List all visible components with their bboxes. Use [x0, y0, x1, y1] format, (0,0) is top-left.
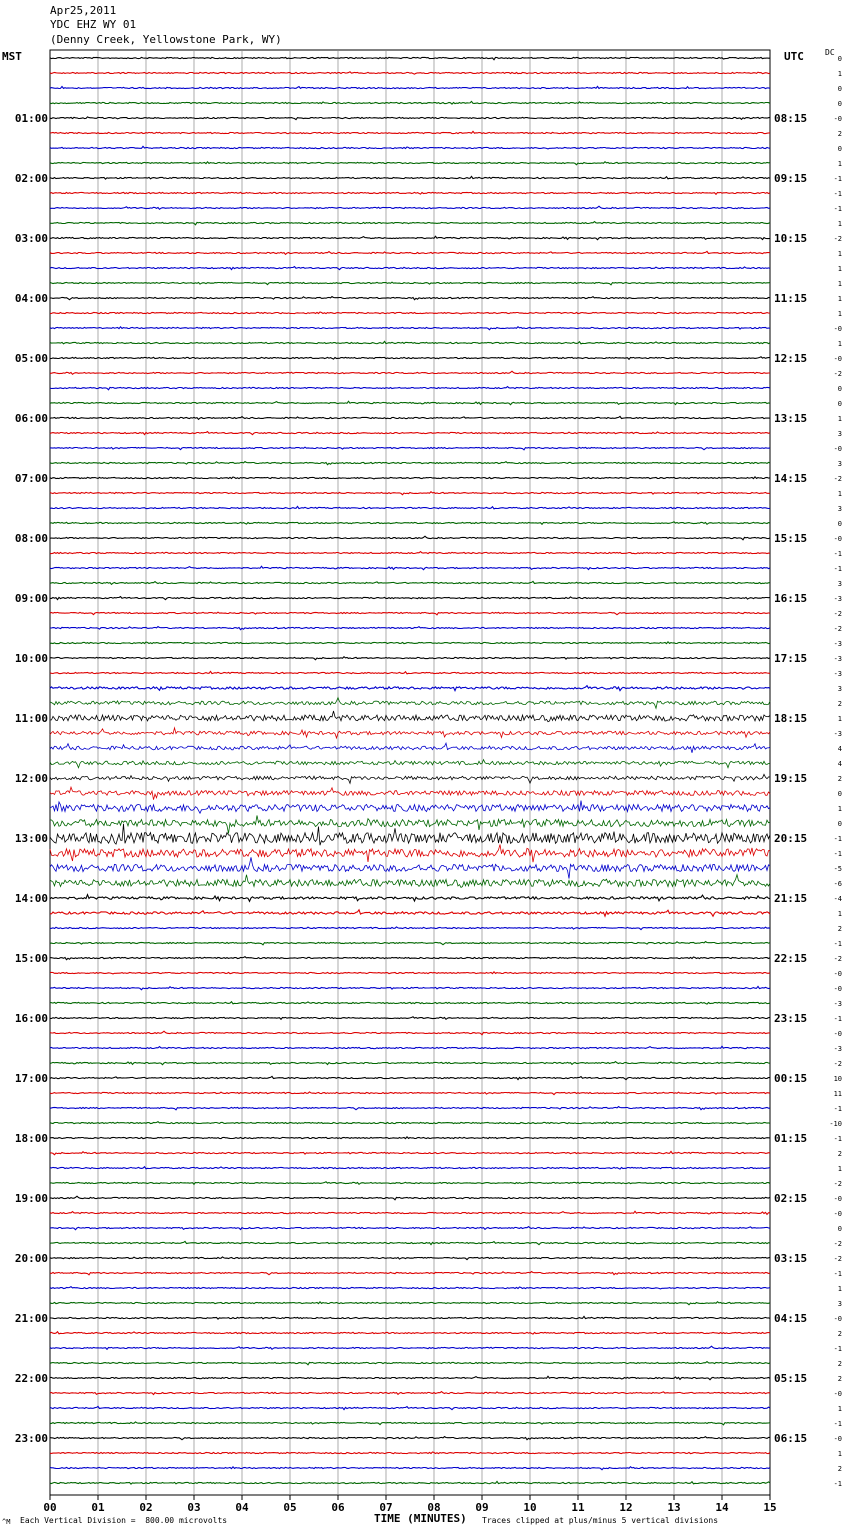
mst-hour-label: 20:00: [14, 1252, 48, 1265]
dc-offset-label: -0: [833, 445, 842, 453]
utc-hour-label: 01:15: [774, 1132, 808, 1145]
dc-offset-label: 2: [837, 130, 842, 138]
dc-offset-label: -10: [829, 1120, 842, 1128]
dc-offset-label: 2: [837, 700, 842, 708]
dc-offset-label: -0: [833, 985, 842, 993]
seismic-trace: [50, 1167, 770, 1169]
x-tick-label: 00: [43, 1501, 57, 1514]
x-tick-label: 11: [571, 1501, 585, 1514]
seismic-trace: [50, 522, 770, 525]
seismic-trace: [50, 206, 770, 209]
utc-hour-label: 17:15: [774, 652, 808, 665]
seismic-trace: [50, 1257, 770, 1260]
seismic-trace: [50, 131, 770, 133]
seismic-trace: [50, 222, 770, 225]
seismic-trace: [50, 1422, 770, 1425]
seismic-trace: [50, 1452, 770, 1454]
dc-offset-label: -1: [833, 1420, 842, 1428]
dc-offset-label: 1: [837, 295, 842, 303]
dc-offset-label: 3: [837, 580, 842, 588]
dc-offset-label: -0: [833, 970, 842, 978]
seismic-trace: [50, 357, 770, 360]
seismic-trace: [50, 986, 770, 989]
dc-offset-label: -1: [833, 940, 842, 948]
dc-offset-label: -1: [833, 1105, 842, 1113]
seismic-trace: [50, 146, 770, 149]
x-tick-label: 15: [763, 1501, 777, 1514]
seismic-trace: [50, 312, 770, 314]
seismic-trace: [50, 371, 770, 374]
dc-offset-label: 1: [837, 250, 842, 258]
utc-hour-label: 18:15: [774, 712, 808, 725]
dc-offset-label: -0: [833, 1195, 842, 1203]
footer-clip-note: Traces clipped at plus/minus 5 vertical divisions: [482, 1516, 719, 1525]
utc-hour-label: 10:15: [774, 232, 808, 245]
dc-offset-label: 2: [837, 1330, 842, 1338]
x-axis-label: TIME (MINUTES): [374, 1512, 467, 1525]
seismic-trace: [50, 1481, 770, 1484]
mst-hour-label: 21:00: [14, 1312, 48, 1325]
seismic-trace: [50, 192, 770, 194]
mst-hour-label: 03:00: [14, 232, 48, 245]
seismic-trace: [50, 101, 770, 104]
seismic-trace: [50, 657, 770, 660]
seismic-trace: [50, 1002, 770, 1004]
dc-offset-label: 0: [837, 520, 842, 528]
seismic-trace: [50, 86, 770, 88]
dc-offset-label: -1: [833, 1345, 842, 1353]
dc-offset-label: -3: [833, 670, 842, 678]
header-station: YDC EHZ WY 01: [50, 18, 137, 31]
dc-offset-label: -1: [833, 1480, 842, 1488]
utc-hour-label: 09:15: [774, 172, 808, 185]
mst-hour-label: 15:00: [14, 952, 48, 965]
footer-scale-note: Each Vertical Division = 800.00 microvolts: [20, 1516, 228, 1525]
seismic-trace: [50, 1272, 770, 1275]
seismic-trace: [50, 1017, 770, 1020]
utc-hour-label: 23:15: [774, 1012, 808, 1025]
mst-hour-label: 13:00: [14, 832, 48, 845]
x-tick-label: 04: [235, 1501, 249, 1514]
seismic-trace: [50, 162, 770, 165]
utc-hour-label: 05:15: [774, 1372, 808, 1385]
seismic-trace: [50, 1376, 770, 1379]
dc-offset-label: -3: [833, 595, 842, 603]
x-tick-label: 13: [667, 1501, 681, 1514]
seismic-trace: [50, 743, 770, 753]
seismic-trace: [50, 566, 770, 569]
dc-offset-label: 3: [837, 430, 842, 438]
utc-hour-label: 00:15: [774, 1072, 808, 1085]
dc-offset-label: 11: [833, 1090, 842, 1098]
dc-offset-label: -1: [833, 190, 842, 198]
mst-hour-label: 14:00: [14, 892, 48, 905]
seismic-trace: [50, 1046, 770, 1048]
x-tick-label: 02: [139, 1501, 153, 1514]
right-axis-title: UTC: [784, 50, 804, 63]
dc-offset-label: -5: [833, 865, 842, 873]
dc-offset-label: -2: [833, 610, 842, 618]
dc-offset-label: -0: [833, 115, 842, 123]
dc-offset-label: 1: [837, 1165, 842, 1173]
seismic-trace: [50, 957, 770, 960]
seismic-trace: [50, 297, 770, 300]
x-tick-label: 05: [283, 1501, 297, 1514]
seismic-trace: [50, 597, 770, 600]
utc-hour-label: 21:15: [774, 892, 808, 905]
dc-offset-label: -0: [833, 355, 842, 363]
dc-offset-label: 1: [837, 160, 842, 168]
seismic-trace: [50, 627, 770, 630]
dc-title: DC: [825, 48, 835, 57]
dc-offset-label: -2: [833, 625, 842, 633]
seismic-trace: [50, 1406, 770, 1409]
mst-hour-label: 16:00: [14, 1012, 48, 1025]
dc-offset-label: 1: [837, 805, 842, 813]
seismic-trace: [50, 612, 770, 615]
dc-offset-label: -0: [833, 1030, 842, 1038]
seismic-trace: [50, 447, 770, 450]
seismic-trace: [50, 72, 770, 74]
utc-hour-label: 04:15: [774, 1312, 808, 1325]
seismic-trace: [50, 536, 770, 540]
dc-offset-label: 1: [837, 220, 842, 228]
dc-offset-label: -2: [833, 370, 842, 378]
seismic-trace: [50, 1241, 770, 1244]
utc-hour-label: 16:15: [774, 592, 808, 605]
seismic-trace: [50, 416, 770, 419]
footer-left-mark: ^M: [2, 1518, 11, 1526]
mst-hour-label: 17:00: [14, 1072, 48, 1085]
dc-offset-label: 1: [837, 715, 842, 723]
seismic-trace: [50, 462, 770, 465]
dc-offset-label: -3: [833, 640, 842, 648]
seismic-trace: [50, 1107, 770, 1110]
seismic-trace: [50, 642, 770, 644]
seismic-trace: [50, 801, 770, 814]
seismic-trace: [50, 506, 770, 508]
dc-offset-label: 1: [837, 1285, 842, 1293]
seismic-trace: [50, 236, 770, 239]
dc-offset-label: 2: [837, 1150, 842, 1158]
dc-offset-label: -1: [833, 1135, 842, 1143]
dc-offset-label: -2: [833, 235, 842, 243]
dc-offset-label: -1: [833, 835, 842, 843]
seismic-trace: [50, 910, 770, 916]
dc-offset-label: 1: [837, 340, 842, 348]
utc-hour-label: 15:15: [774, 532, 808, 545]
dc-offset-label: -1: [833, 850, 842, 858]
dc-offset-label: 0: [837, 1225, 842, 1233]
x-tick-label: 10: [523, 1501, 537, 1514]
seismic-trace: [50, 552, 770, 554]
seismic-trace: [50, 1182, 770, 1185]
dc-offset-label: -0: [833, 325, 842, 333]
seismic-trace: [50, 942, 770, 945]
mst-hour-label: 23:00: [14, 1432, 48, 1445]
dc-offset-label: 0: [837, 400, 842, 408]
seismic-trace: [50, 972, 770, 974]
seismic-trace: [50, 327, 770, 330]
seismic-trace: [50, 857, 770, 878]
seismic-trace: [50, 1196, 770, 1200]
seismic-trace: [50, 1332, 770, 1334]
utc-hour-label: 14:15: [774, 472, 808, 485]
seismic-trace: [50, 1316, 770, 1319]
dc-offset-label: 1: [837, 280, 842, 288]
seismic-trace: [50, 895, 770, 902]
seismic-trace: [50, 1151, 770, 1154]
dc-offset-label: 2: [837, 1375, 842, 1383]
seismic-trace: [50, 117, 770, 120]
seismic-trace: [50, 1467, 770, 1470]
seismic-trace: [50, 1287, 770, 1289]
seismic-trace: [50, 728, 770, 738]
seismic-trace: [50, 1362, 770, 1365]
dc-offset-label: -2: [833, 1240, 842, 1248]
left-axis-title: MST: [2, 50, 22, 63]
seismic-trace: [50, 1122, 770, 1124]
seismic-trace: [50, 282, 770, 285]
seismic-trace: [50, 774, 770, 783]
mst-hour-label: 09:00: [14, 592, 48, 605]
seismic-trace: [50, 815, 770, 833]
x-tick-label: 01: [91, 1501, 105, 1514]
seismic-trace: [50, 581, 770, 584]
dc-offset-label: -2: [833, 1060, 842, 1068]
seismic-trace: [50, 267, 770, 270]
dc-offset-label: 1: [837, 415, 842, 423]
dc-offset-label: 3: [837, 460, 842, 468]
dc-offset-label: -0: [833, 535, 842, 543]
seismic-trace: [50, 57, 770, 59]
header-location: (Denny Creek, Yellowstone Park, WY): [50, 33, 282, 46]
dc-offset-label: -6: [833, 880, 842, 888]
seismic-trace: [50, 824, 770, 845]
seismic-trace: [50, 1211, 770, 1214]
header-date: Apr25,2011: [50, 4, 117, 17]
x-tick-label: 08: [427, 1501, 441, 1514]
dc-offset-label: 10: [833, 1075, 842, 1083]
dc-offset-label: 1: [837, 910, 842, 918]
utc-hour-label: 06:15: [774, 1432, 808, 1445]
seismic-trace: [50, 341, 770, 343]
mst-hour-label: 07:00: [14, 472, 48, 485]
x-tick-label: 06: [331, 1501, 345, 1514]
dc-offset-label: -3: [833, 1000, 842, 1008]
dc-offset-label: 1: [837, 265, 842, 273]
seismic-trace: [50, 387, 770, 390]
dc-offset-label: 0: [837, 55, 842, 63]
dc-offset-label: -4: [833, 895, 842, 903]
utc-hour-label: 08:15: [774, 112, 808, 125]
seismic-trace: [50, 1392, 770, 1395]
dc-offset-label: 1: [837, 1450, 842, 1458]
dc-offset-label: 2: [837, 775, 842, 783]
plot-frame: [50, 50, 770, 1495]
dc-offset-label: -1: [833, 175, 842, 183]
seismic-trace: [50, 1302, 770, 1305]
seismic-trace: [50, 1437, 770, 1440]
utc-hour-label: 12:15: [774, 352, 808, 365]
dc-offset-label: -1: [833, 565, 842, 573]
dc-offset-label: 1: [837, 70, 842, 78]
dc-offset-label: 3: [837, 685, 842, 693]
mst-hour-label: 12:00: [14, 772, 48, 785]
seismic-trace: [50, 1227, 770, 1230]
dc-offset-label: 1: [837, 1405, 842, 1413]
dc-offset-label: -2: [833, 475, 842, 483]
dc-offset-label: -1: [833, 550, 842, 558]
dc-offset-label: 3: [837, 1300, 842, 1308]
dc-offset-label: -0: [833, 1390, 842, 1398]
seismic-trace: [50, 492, 770, 495]
utc-hour-label: 13:15: [774, 412, 808, 425]
x-tick-label: 09: [475, 1501, 489, 1514]
dc-offset-label: -3: [833, 655, 842, 663]
dc-offset-label: -0: [833, 1210, 842, 1218]
mst-hour-label: 11:00: [14, 712, 48, 725]
seismic-trace: [50, 760, 770, 768]
dc-offset-label: -1: [833, 1270, 842, 1278]
dc-offset-label: 4: [837, 760, 842, 768]
dc-offset-label: 0: [837, 820, 842, 828]
dc-offset-label: -3: [833, 1045, 842, 1053]
dc-offset-label: -0: [833, 1435, 842, 1443]
mst-hour-label: 18:00: [14, 1132, 48, 1145]
dc-offset-label: -2: [833, 1255, 842, 1263]
x-tick-label: 07: [379, 1501, 393, 1514]
seismic-trace: [50, 477, 770, 479]
mst-hour-label: 02:00: [14, 172, 48, 185]
seismic-trace: [50, 845, 770, 863]
dc-offset-label: 4: [837, 745, 842, 753]
dc-offset-label: 2: [837, 1360, 842, 1368]
seismic-trace: [50, 1031, 770, 1035]
seismic-trace: [50, 432, 770, 435]
mst-hour-label: 22:00: [14, 1372, 48, 1385]
dc-offset-label: 0: [837, 385, 842, 393]
x-tick-label: 03: [187, 1501, 201, 1514]
seismic-trace: [50, 176, 770, 179]
dc-offset-label: -0: [833, 1315, 842, 1323]
mst-hour-label: 06:00: [14, 412, 48, 425]
dc-offset-label: -3: [833, 730, 842, 738]
seismic-trace: [50, 671, 770, 673]
seismic-trace: [50, 1062, 770, 1065]
seismic-trace: [50, 875, 770, 888]
mst-hour-label: 05:00: [14, 352, 48, 365]
dc-offset-label: 0: [837, 790, 842, 798]
dc-offset-label: 0: [837, 100, 842, 108]
dc-offset-label: 2: [837, 1465, 842, 1473]
seismic-trace: [50, 1137, 770, 1139]
mst-hour-label: 10:00: [14, 652, 48, 665]
x-tick-label: 12: [619, 1501, 633, 1514]
utc-hour-label: 19:15: [774, 772, 808, 785]
x-tick-label: 14: [715, 1501, 729, 1514]
dc-offset-label: -1: [833, 205, 842, 213]
utc-hour-label: 11:15: [774, 292, 808, 305]
dc-offset-label: 2: [837, 925, 842, 933]
dc-offset-label: -2: [833, 1180, 842, 1188]
utc-hour-label: 22:15: [774, 952, 808, 965]
dc-offset-label: 1: [837, 490, 842, 498]
seismic-trace: [50, 698, 770, 709]
seismic-trace: [50, 927, 770, 930]
dc-offset-label: -1: [833, 1015, 842, 1023]
mst-hour-label: 08:00: [14, 532, 48, 545]
seismic-trace: [50, 251, 770, 254]
seismic-trace: [50, 787, 770, 800]
seismic-trace: [50, 1092, 770, 1095]
seismic-trace: [50, 1346, 770, 1349]
dc-offset-label: 0: [837, 145, 842, 153]
seismic-trace: [50, 711, 770, 722]
mst-hour-label: 19:00: [14, 1192, 48, 1205]
dc-offset-label: -2: [833, 955, 842, 963]
mst-hour-label: 04:00: [14, 292, 48, 305]
dc-offset-label: 0: [837, 85, 842, 93]
dc-offset-label: 1: [837, 310, 842, 318]
seismic-trace: [50, 686, 770, 691]
utc-hour-label: 02:15: [774, 1192, 808, 1205]
seismic-trace: [50, 1076, 770, 1079]
dc-offset-label: 3: [837, 505, 842, 513]
utc-hour-label: 20:15: [774, 832, 808, 845]
seismic-trace: [50, 401, 770, 404]
utc-hour-label: 03:15: [774, 1252, 808, 1265]
mst-hour-label: 01:00: [14, 112, 48, 125]
